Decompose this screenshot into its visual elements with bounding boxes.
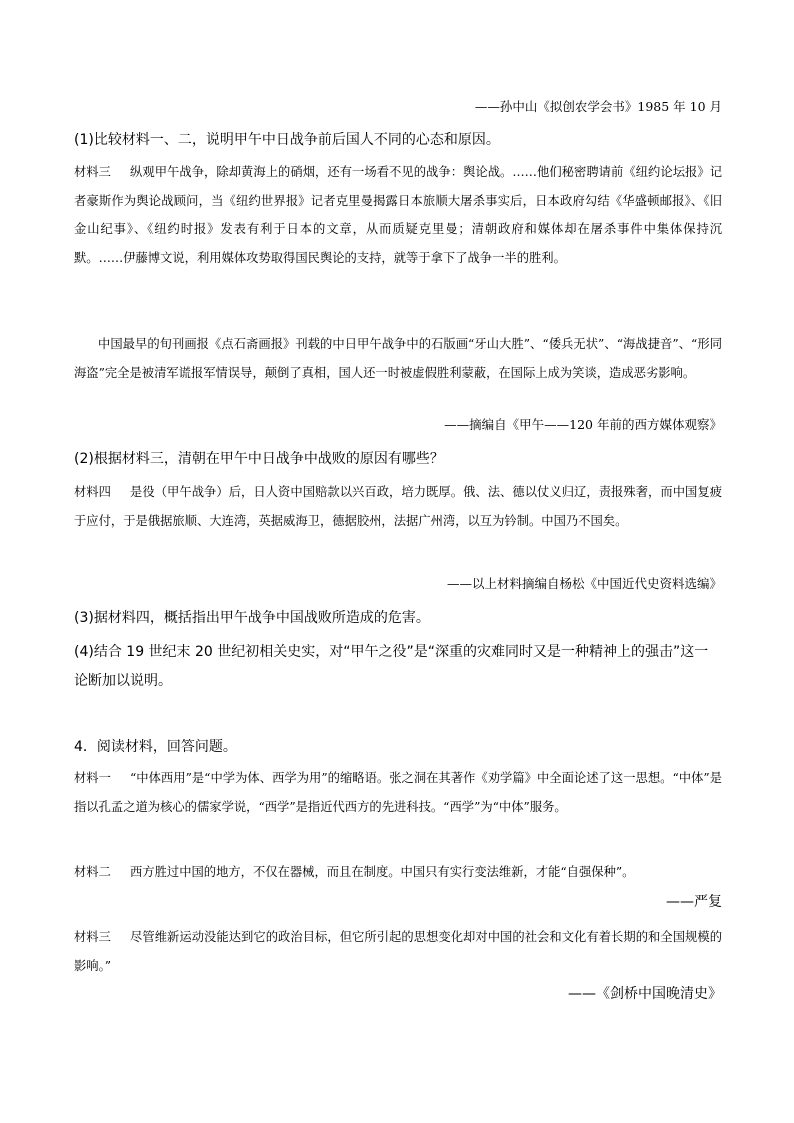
sub-question-1: (1)比较材料一、二，说明甲午中日战争前后国人不同的心态和原因。 bbox=[74, 132, 500, 148]
material-3-source: ——摘编自《甲午——120 年前的西方媒体观察》 bbox=[444, 417, 722, 432]
material-label: 材料一 bbox=[74, 771, 111, 785]
q4-material-2-source: ——严复 bbox=[666, 894, 722, 910]
q4-material-3 bbox=[74, 923, 722, 980]
q4-material-3-source: ——《剑桥中国晚清史》 bbox=[568, 986, 722, 1002]
material-3-paragraph-2: 中国最早的旬刊画报《点石斋画报》刊载的中日甲午战争中的石版画“牙山大胜”、“倭兵无状”、“海战捷音”、“形同海盗”完全是被清军谎报军情误导，颠倒了真相，国人还一时被虚假胜利蒙蔽，在国际上成为笑谈，造成恶劣影响。 bbox=[74, 337, 722, 380]
material-4-source: ——以上材料摘编自杨松《中国近代史资料选编》 bbox=[446, 576, 722, 591]
q4-material-2 bbox=[74, 858, 722, 887]
material-text: 纵观甲午战争，除却黄海上的硝烟，还有一场看不见的战争：舆论战。……他们秘密聘请前《纽约论坛报》记者豪斯作为舆论战顾问，当《纽约世界报》记者克里曼揭露日本旅顺大屠杀事实后，日本政府勾结《华盛顿邮报》、《旧金山纪事》、《纽约时报》发表有利于日本的文章，从而质疑克里曼；清朝政府和媒体却在屠杀事件中集体保持沉默。……伊藤博文说，利用媒体攻势取得国民舆论的支持，就等于拿下了战争一半的胜利。 bbox=[74, 165, 722, 265]
question-4-title: 4．阅读材料，回答问题。 bbox=[74, 739, 237, 755]
material-3-paragraph-1 bbox=[74, 158, 722, 272]
material-text: “中体西用”是“中学为体、西学为用”的缩略语。张之洞在其著作《劝学篇》中全面论述了这一思想。“中体”是指以孔孟之道为核心的儒家学说，“西学”是指近代西方的先进科技。“西学”为“中体”服务。 bbox=[74, 771, 722, 814]
material-label: 材料三 bbox=[74, 165, 111, 179]
q4-material-1 bbox=[74, 764, 722, 821]
material-text: 西方胜过中国的地方，不仅在器械，而且在制度。中国只有实行变法维新，才能“自强保种”。 bbox=[130, 865, 635, 879]
material-label: 材料三 bbox=[74, 930, 111, 944]
material-label: 材料二 bbox=[74, 865, 111, 879]
sub-question-3: (3)据材料四，概括指出甲午战争中国战败所造成的危害。 bbox=[74, 610, 430, 626]
material-4 bbox=[74, 478, 722, 535]
material-text: 尽管维新运动没能达到它的政治目标，但它所引起的思想变化却对中国的社会和文化有着长期的和全国规模的影响。” bbox=[74, 930, 722, 973]
source-sun-zhongshan: ——孙中山《拟创农学会书》1985 年 10 月 bbox=[474, 99, 722, 114]
sub-question-2: (2)根据材料三，清朝在甲午中日战争中战败的原因有哪些？ bbox=[74, 451, 444, 467]
material-label: 材料四 bbox=[74, 485, 111, 499]
material-text: 是役（甲午战争）后，日人资中国赔款以兴百政，培力既厚。俄、法、德以仗义归辽，责报殊奢，而中国复疲于应付，于是俄据旅顺、大连湾，英据威海卫，德据胶州，法据广州湾，以互为钤制。中国乃不国矣。 bbox=[74, 485, 722, 528]
sub-question-4: (4)结合 19 世纪末 20 世纪初相关史实，对“甲午之役”是“深重的灾难同时又是一种精神上的强击”这一论断加以说明。 bbox=[74, 644, 709, 689]
